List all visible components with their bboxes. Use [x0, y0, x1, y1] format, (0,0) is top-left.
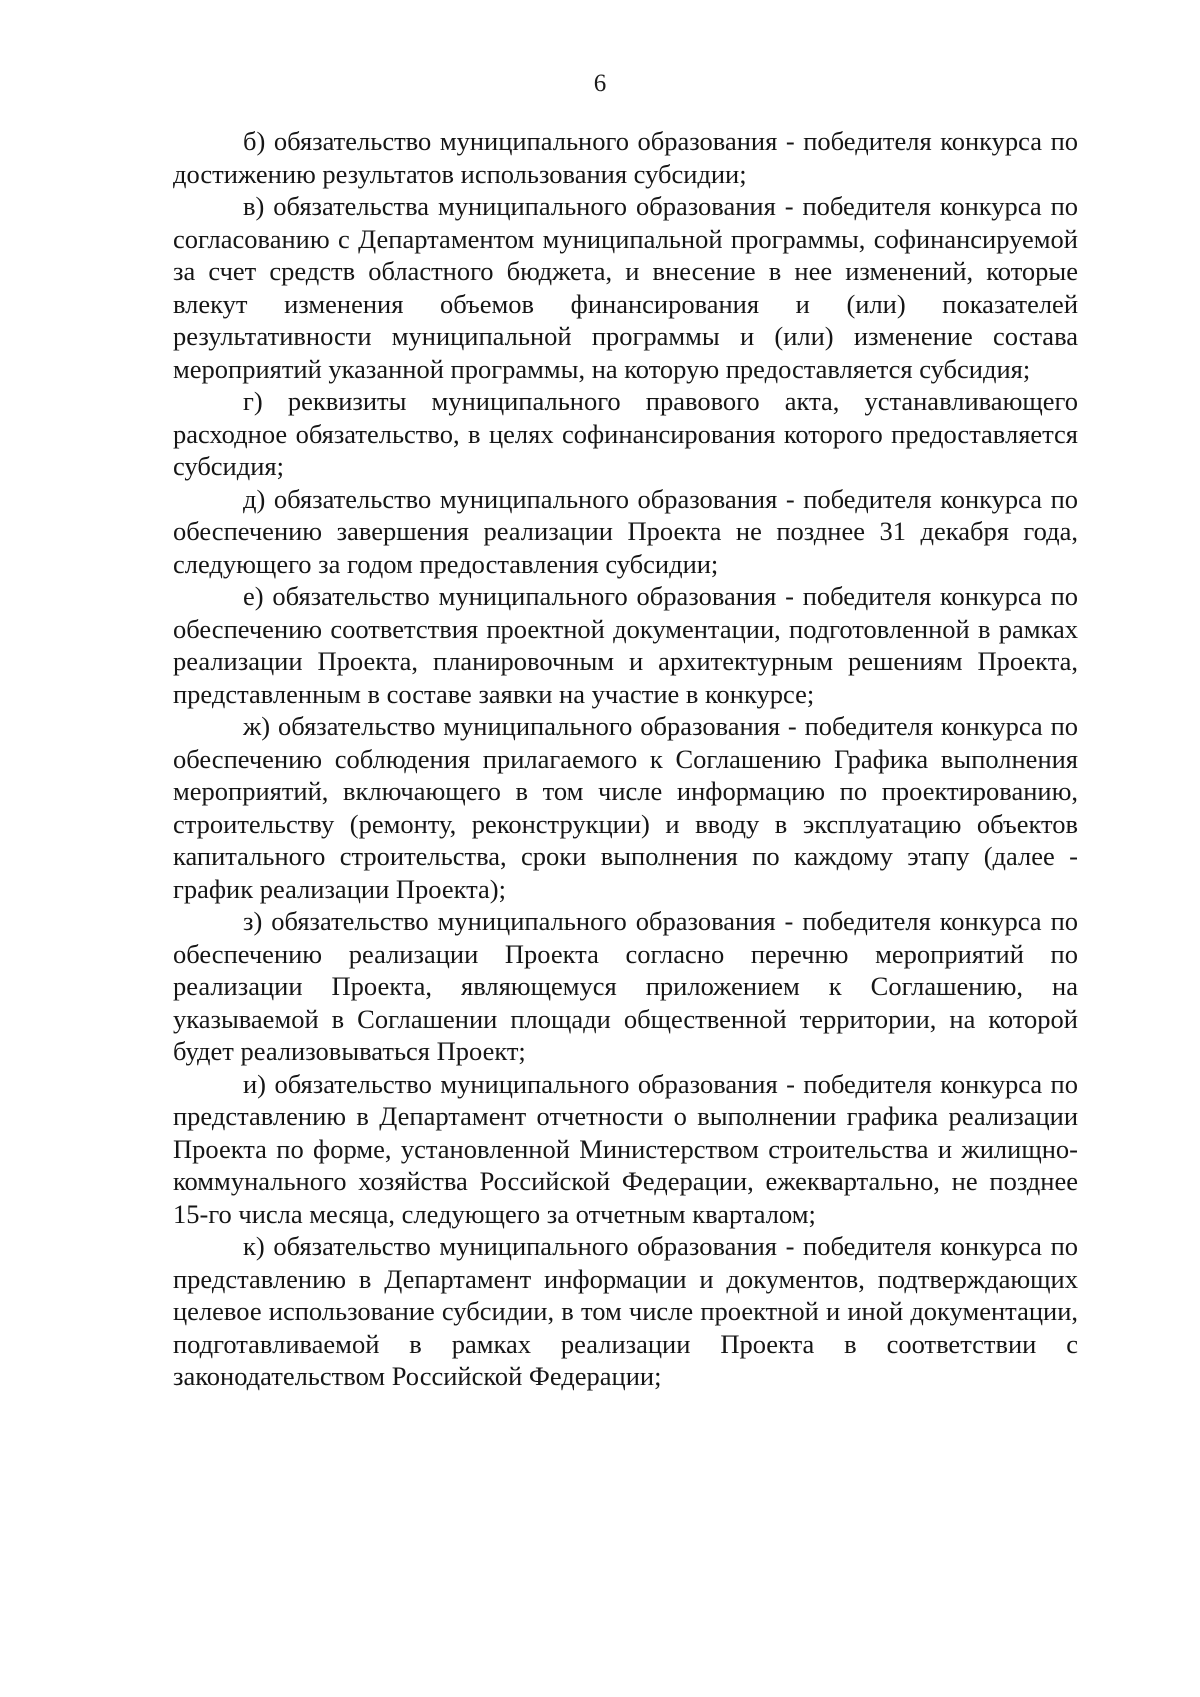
paragraph-i: и) обязательство муниципального образования - победителя конкурса по представлению в Департамент отчетности о выполнении графика реализации Проекта по форме, установленной Министерством строительства и жилищно-коммунального хозяйства Российской Федерации, ежеквартально, не позднее 15-го числа месяца, следующего за отчетным кварталом;: [173, 1068, 1078, 1229]
paragraph-zh: ж) обязательство муниципального образования - победителя конкурса по обеспечению соблюдения прилагаемого к Соглашению Графика выполнения мероприятий, включающего в том числе информацию по проектированию, строительству (ремонту, реконструкции) и вводу в эксплуатацию объектов капитального строительства, сроки выполнения по каждому этапу (далее - график реализации Проекта);: [173, 711, 1078, 904]
paragraph-e: е) обязательство муниципального образования - победителя конкурса по обеспечению соответствия проектной документации, подготовленной в рамках реализации Проекта, планировочным и архитектурным решениям Проекта, представленным в составе заявки на участие в конкурсе;: [173, 581, 1078, 709]
paragraph-z: з) обязательство муниципального образования - победителя конкурса по обеспечению реализации Проекта согласно перечню мероприятий по реализации Проекта, являющемуся приложением к Соглашению, на указываемой в Соглашении площади общественной территории, на которой будет реализовываться Проект;: [173, 906, 1078, 1066]
paragraph-d: д) обязательство муниципального образования - победителя конкурса по обеспечению завершения реализации Проекта не позднее 31 декабря года, следующего за годом предоставления субсидии;: [173, 483, 1078, 579]
paragraph-k: к) обязательство муниципального образования - победителя конкурса по представлению в Департамент информации и документов, подтверждающих целевое использование субсидии, в том числе проектной и иной документации, подготавливаемой в рамках реализации Проекта в соответствии с законодательством Российской Федерации;: [173, 1231, 1078, 1391]
paragraph-b: б) обязательство муниципального образования - победителя конкурса по достижению результатов использования субсидии;: [173, 126, 1078, 189]
page-number: 6: [593, 70, 607, 97]
document-body: [173, 125, 1078, 1393]
paragraph-g: г) реквизиты муниципального правового акта, устанавливающего расходное обязательство, в целях софинансирования которого предоставляется субсидия;: [173, 386, 1078, 481]
paragraph-v: в) обязательства муниципального образования - победителя конкурса по согласованию с Департаментом муниципальной программы, софинансируемой за счет средств областного бюджета, и внесение в нее изменений, которые влекут изменения объемов финансирования и (или) показателей результативности муниципальной программы и (или) изменение состава мероприятий указанной программы, на которую предоставляется субсидия;: [173, 191, 1078, 384]
